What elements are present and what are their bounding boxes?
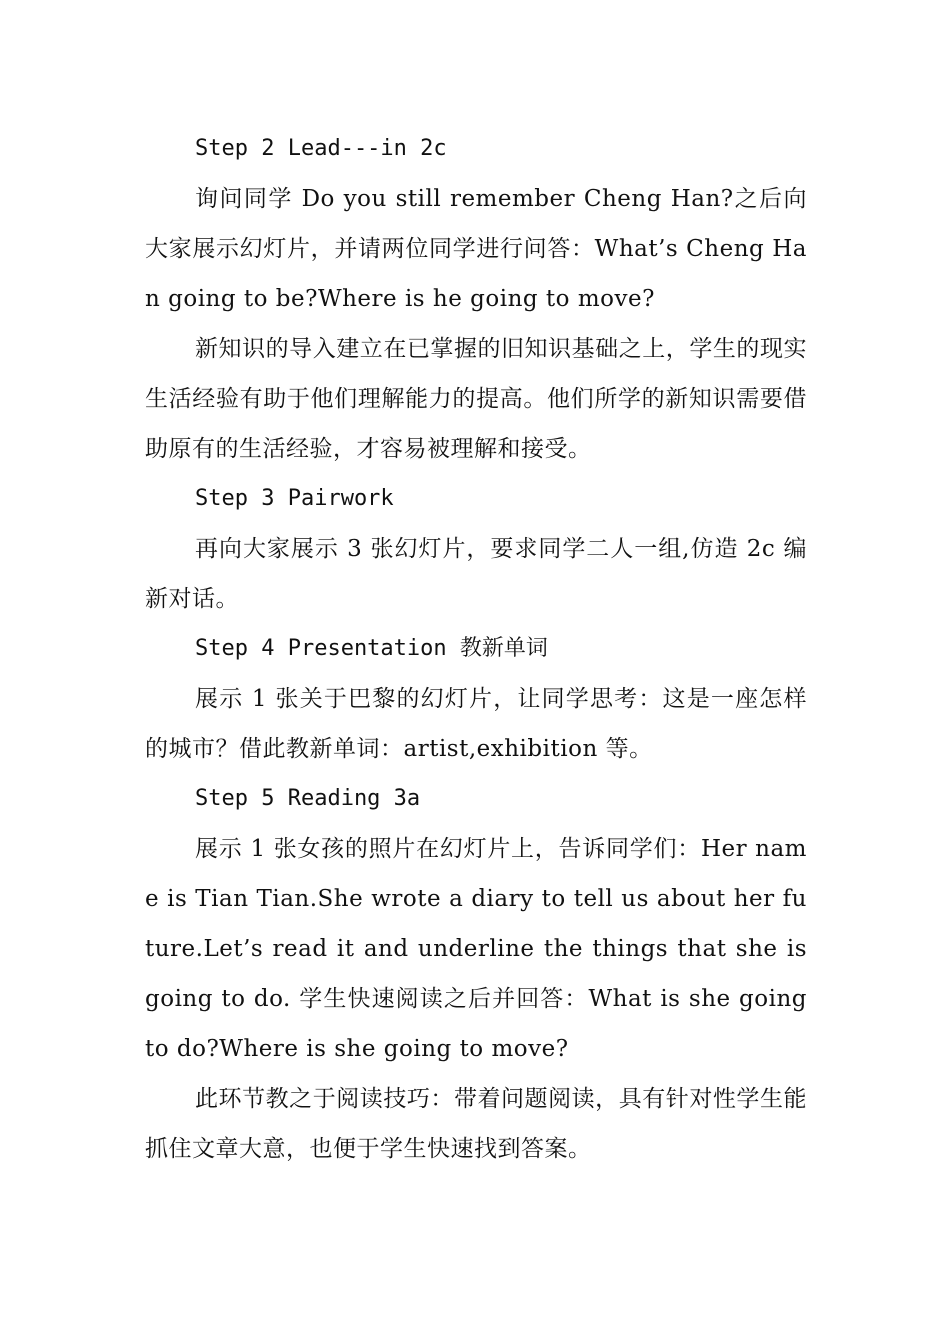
step-4-heading: Step 4 Presentation 教新单词 (195, 636, 548, 661)
step-2-heading: Step 2 Lead---in 2c (195, 136, 447, 161)
step-3-heading: Step 3 Pairwork (195, 486, 394, 511)
step-2-rationale: 新知识的导入建立在已掌握的旧知识基础之上，学生的现实生活经验有助于他们理解能力的提高。他们所学的新知识需要借助原有的生活经验，才容易被理解和接受。 (145, 336, 807, 462)
step-2-paragraph: 询问同学 Do you still remember Cheng Han?之后向大家展示幻灯片，并请两位同学进行问答：What’s Cheng Han going to be?Where is he going to move? (145, 186, 807, 312)
step-5-rationale: 此环节教之于阅读技巧：带着问题阅读，具有针对性学生能抓住文章大意，也便于学生快速找到答案。 (145, 1086, 807, 1162)
step-5-paragraph: 展示 1 张女孩的照片在幻灯片上，告诉同学们：Her name is Tian Tian.She wrote a diary to tell us about her future.Let’s read it and underline the things that she is going to do. 学生快速阅读之后并回答：What is she going to do?Where is she going to move? (145, 836, 807, 1062)
document-body (145, 124, 807, 1174)
step-4-paragraph: 展示 1 张关于巴黎的幻灯片，让同学思考：这是一座怎样的城市？借此教新单词：artist,exhibition 等。 (145, 686, 807, 762)
step-3-paragraph: 再向大家展示 3 张幻灯片，要求同学二人一组,仿造 2c 编新对话。 (145, 536, 807, 612)
step-5-heading: Step 5 Reading 3a (195, 786, 421, 811)
